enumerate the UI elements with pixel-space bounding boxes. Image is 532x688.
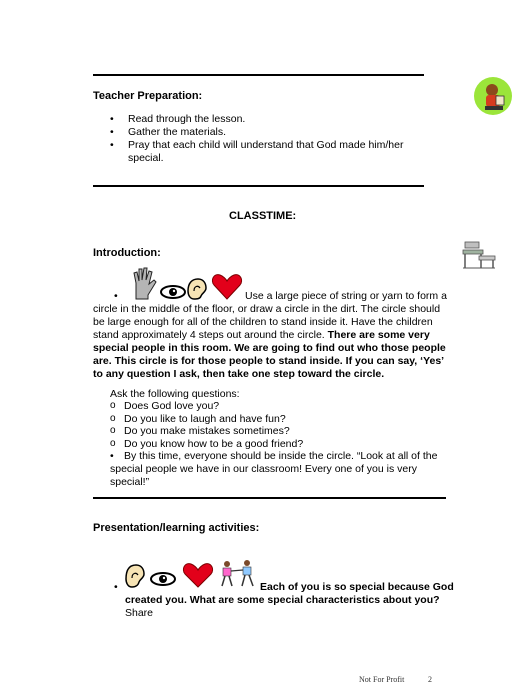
presentation-heading: Presentation/learning activities: [93, 522, 260, 534]
closing-text: By this time, everyone should be inside the circle. “Look at all of the special people we have in our classroom! Every one of you is very special!” [110, 450, 438, 488]
bullet-marker: • [110, 450, 114, 462]
school-desk-icon [461, 240, 497, 270]
bullet-marker: • [114, 581, 118, 593]
reading-person-icon [473, 76, 513, 116]
ask-questions-label: Ask the following questions: [110, 388, 240, 400]
teacher-prep-list [110, 113, 410, 165]
list-item: • Gather the materials. [110, 126, 410, 139]
list-item: o Do you know how to be a good friend? [110, 438, 410, 451]
presentation-text-block [125, 581, 463, 620]
school-desk-clipart [461, 240, 497, 270]
list-item: • Pray that each child will understand that God made him/her special. [110, 139, 418, 165]
presentation-bold-text: Each of you is so special because God created you. What are some special characteristics about you? [125, 581, 454, 606]
list-item: • Read through the lesson. [110, 113, 410, 126]
list-item: o Do you like to laugh and have fun? [110, 413, 410, 426]
presentation-plain-text: Share [125, 607, 154, 619]
intro-instructions: Use a large piece of string or yarn to form a circle in the middle of the floor, or draw a circle in the dirt. The circle should be large enough for all of the children to stand inside it. Have the children stand approximately 4 steps out around the circle. [93, 290, 447, 341]
introduction-closing [110, 450, 455, 489]
bullet-marker: • [114, 290, 118, 302]
list-item: o Does God love you? [110, 400, 410, 413]
questions-list [110, 400, 410, 450]
introduction-heading: Introduction: [93, 247, 161, 259]
intro-bold-statement: There are some very special people in this room. We are going to find out who those people are. This circle is for those people to stand inside. If you can say, ‘Yes’ to any question I ask, then take one step toward the circle. [93, 329, 446, 380]
classtime-heading: CLASSTIME: [229, 210, 297, 222]
divider-top [93, 74, 424, 76]
page-number: 2 [428, 675, 432, 684]
divider-bottom [93, 497, 446, 499]
introduction-paragraph [93, 290, 450, 381]
reading-person-clipart [473, 76, 513, 116]
divider-middle [93, 185, 424, 187]
list-item: o Do you make mistakes sometimes? [110, 425, 410, 438]
presentation-paragraph [93, 581, 463, 620]
footer-text: Not For Profit [359, 675, 405, 684]
teacher-prep-heading: Teacher Preparation: [93, 90, 203, 102]
